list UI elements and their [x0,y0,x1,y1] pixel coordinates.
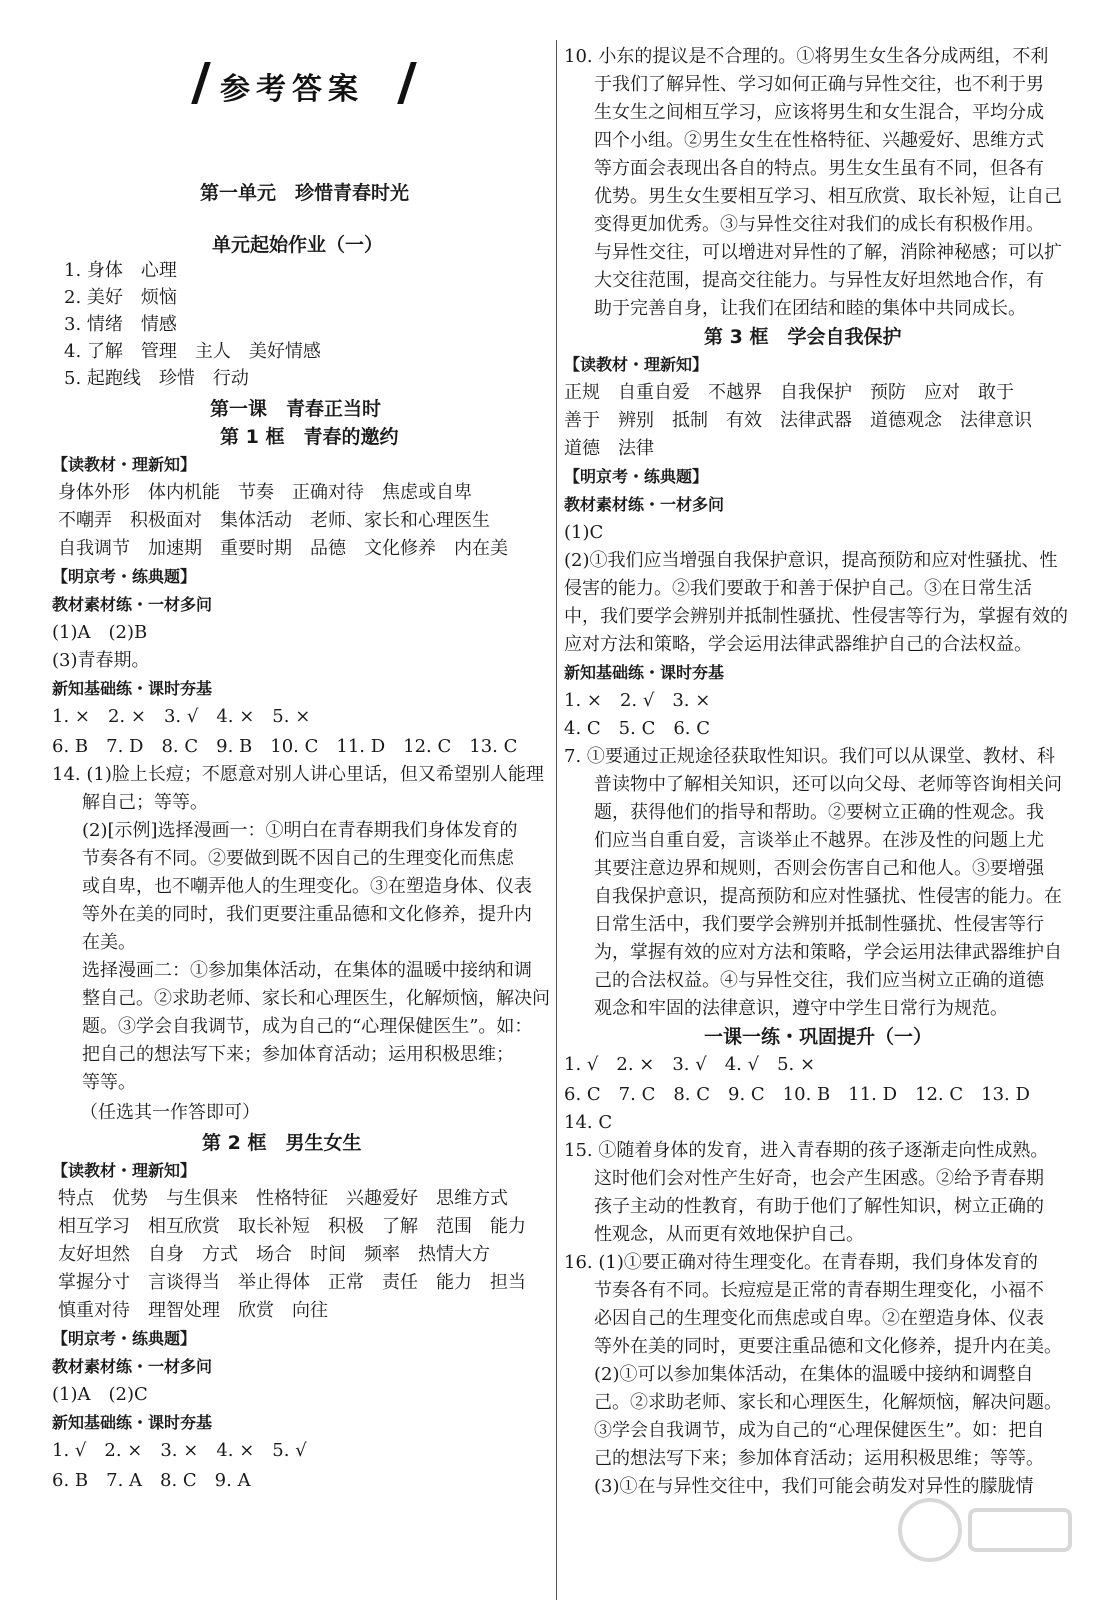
subsection-heading: 新知基础练・课时夯基 [52,1413,213,1432]
subsection-heading: 新知基础练・课时夯基 [52,679,213,698]
answer-line: 4. 了解 管理 主人 美好情感 [64,341,321,362]
answer-line: 身体外形 体内机能 节奏 正确对待 焦虑或自卑 [58,482,472,503]
section-tag: 【明京考・练典题】 [564,467,709,486]
answer-line: 1. √ 2. × 3. √ 4. √ 5. × [564,1054,816,1075]
section-tag: 【明京考・练典题】 [52,1329,197,1348]
answer-line: 优势。男生女生要相互学习、相互欣赏、取长补短，让自己 [594,186,1062,207]
subsection-heading: 教材素材练・一材多问 [564,495,725,514]
subsection-heading: 新知基础练・课时夯基 [564,663,725,682]
answer-line: 为，掌握有效的应对方法和策略，学会运用法律武器维护自 [594,942,1062,963]
answer-line: 1. 身体 心理 [64,260,177,281]
answer-line: 于我们了解异性、学习如何正确与异性交往，也不利于男 [594,74,1044,95]
answer-line: 6. B 7. D 8. C 9. B 10. C 11. D 12. C 13. C [52,736,518,757]
answer-line: 助于完善自身，让我们在团结和睦的集体中共同成长。 [594,298,1026,319]
answer-line: 性观念，从而更有效地保护自己。 [594,1224,864,1245]
answer-line: 1. √ 2. × 3. × 4. × 5. √ [52,1440,307,1461]
section-heading: 第一课 青春正当时 [210,398,382,420]
answer-line: 其要注意边界和规则，否则会伤害自己和他人。③要增强 [594,858,1044,879]
answer-line: 友好坦然 自身 方式 场合 时间 频率 热情大方 [58,1244,490,1265]
answer-line: 道德 法律 [564,438,654,459]
section-heading: 单元起始作业（一） [212,234,384,256]
answer-line: 生女生之间相互学习，应该将男生和女生混合，平均分成 [594,102,1044,123]
title-slash-right [397,62,417,104]
answer-line: 普读物中了解相关知识，还可以向父母、老师等咨询相关问 [594,774,1062,795]
section-tag: 【读教材・理新知】 [52,455,197,474]
answer-line: 己。②求助老师、家长和心理医生，化解烦恼，解决问题。 [594,1392,1062,1413]
section-heading: 第 2 框 男生女生 [202,1132,362,1154]
answer-line: 自我保护意识，提高预防和应对性骚扰、性侵害的能力。在 [594,886,1062,907]
answer-line: 必因自己的生理变化而焦虑或自卑。②在塑造身体、仪表 [594,1308,1044,1329]
section-tag: 【读教材・理新知】 [564,355,709,374]
answer-line: (2)[示例]选择漫画一：①明白在青春期我们身体发育的 [82,820,518,841]
answer-line: 自我调节 加速期 重要时期 品德 文化修养 内在美 [58,538,508,559]
answer-line: 慎重对待 理智处理 欣赏 向往 [58,1300,328,1321]
section-heading: 第 1 框 青春的邀约 [220,426,399,448]
answer-line: (3)青春期。 [52,650,150,671]
answer-line: 节奏各有不同。长痘痘是正常的青春期生理变化，小福不 [594,1280,1044,1301]
subsection-heading: 教材素材练・一材多问 [52,595,213,614]
answer-line: 解自己；等等。 [82,792,208,813]
answer-line: 等外在美的同时，我们更要注重品德和文化修养，提升内 [82,904,532,925]
answer-line: 15. ①随着身体的发育，进入青春期的孩子逐渐走向性成熟。 [564,1140,1049,1161]
answer-line: 特点 优势 与生俱来 性格特征 兴趣爱好 思维方式 [58,1188,508,1209]
answer-line: （任选其一作答即可） [80,1102,260,1123]
answer-line: 观念和牢固的法律意识，遵守中学生日常行为规范。 [594,998,1008,1019]
answer-line: 5. 起跑线 珍惜 行动 [64,368,249,389]
page-title [198,58,418,108]
answer-line: 与异性交往，可以增进对异性的了解，消除神秘感；可以扩 [594,242,1062,263]
answer-line: 14. (1)脸上长痘；不愿意对别人讲心里话，但又希望别人能理 [52,764,544,785]
answer-line: 大交往范围，提高交往能力。与异性友好坦然地合作，有 [594,270,1044,291]
answer-line: (3)①在与异性交往中，我们可能会萌发对异性的朦胧情 [594,1476,1034,1497]
answer-line: 等外在美的同时，更要注重品德和文化修养，提升内在美。 [594,1336,1062,1357]
answer-line: 10. 小东的提议是不合理的。①将男生女生各分成两组，不利 [564,46,1049,67]
answer-line: 们应当自重自爱，言谈举止不越界。在涉及性的问题上尤 [594,830,1044,851]
section-heading: 第 3 框 学会自我保护 [704,326,902,348]
answer-line: 2. 美好 烦恼 [64,287,177,308]
section-heading: 一课一练・巩固提升（一） [704,1026,933,1048]
answer-line: 7. ①要通过正规途径获取性知识。我们可以从课堂、教材、科 [564,746,1055,767]
answer-line: 4. C 5. C 6. C [564,718,711,739]
title-slash-left [191,62,211,104]
answer-line: 3. 情绪 情感 [64,314,177,335]
answer-line: 不嘲弄 积极面对 集体活动 老师、家长和心理医生 [58,510,490,531]
answer-line: (1)C [564,522,604,543]
answer-line: 等方面会表现出各自的特点。男生女生虽有不同，但各有 [594,158,1044,179]
section-tag: 【明京考・练典题】 [52,567,197,586]
answer-line: 6. C 7. C 8. C 9. C 10. B 11. D 12. C 13. D [564,1084,1030,1105]
answer-line: 应对方法和策略，学会运用法律武器维护自己的合法权益。 [564,634,1032,655]
watermark-logo [890,1490,1090,1590]
answer-line: 整自己。②求助老师、家长和心理医生，化解烦恼，解决问 [82,988,550,1009]
answer-line: ③学会自我调节，成为自己的“心理保健医生”。如：把自 [594,1420,1045,1441]
answer-line: 这时他们会对性产生好奇，也会产生困惑。②给予青春期 [594,1168,1044,1189]
answer-line: 己的想法写下来；参加体育活动；运用积极思维；等等。 [594,1448,1044,1469]
answer-line: (2)①可以参加集体活动，在集体的温暖中接纳和调整自 [594,1364,1034,1385]
answer-line: 6. B 7. A 8. C 9. A [52,1470,251,1491]
answer-line: 题，获得他们的指导和帮助。②要树立正确的性观念。我 [594,802,1044,823]
answer-line: (2)①我们应当增强自我保护意识，提高预防和应对性骚扰、性 [564,550,1058,571]
answer-line: 相互学习 相互欣赏 取长补短 积极 了解 范围 能力 [58,1216,526,1237]
answer-line: (1)A (2)B [52,622,148,643]
answer-line: 掌握分寸 言谈得当 举止得体 正常 责任 能力 担当 [58,1272,526,1293]
answer-line: 1. × 2. × 3. √ 4. × 5. × [52,706,311,727]
answer-line: 善于 辨别 抵制 有效 法律武器 道德观念 法律意识 [564,410,1032,431]
answer-line: 节奏各有不同。②要做到既不因自己的生理变化而焦虑 [82,848,514,869]
page-title-text: 参考答案 [220,72,364,107]
answer-line: (1)A (2)C [52,1384,148,1405]
answer-line: 在美。 [82,932,136,953]
answer-line: 1. × 2. √ 3. × [564,690,711,711]
answer-line: 己的合法权益。④与异性交往，我们应当树立正确的道德 [594,970,1044,991]
answer-line: 中，我们要学会辨别并抵制性骚扰、性侵害等行为，掌握有效的 [564,606,1068,627]
answer-line: 等等。 [82,1072,136,1093]
answer-line: 题。③学会自我调节，成为自己的“心理保健医生”。如： [82,1016,533,1037]
column-divider [556,40,557,1600]
answer-line: 四个小组。②男生女生在性格特征、兴趣爱好、思维方式 [594,130,1044,151]
answer-line: 日常生活中，我们要学会辨别并抵制性骚扰、性侵害等行 [594,914,1044,935]
answer-line: 把自己的想法写下来；参加体育活动；运用积极思维； [82,1044,514,1065]
answer-line: 孩子主动的性教育，有助于他们了解性知识，树立正确的 [594,1196,1044,1217]
answer-line: 变得更加优秀。③与异性交往对我们的成长有积极作用。 [594,214,1044,235]
section-heading: 第一单元 珍惜青春时光 [200,182,410,204]
answer-line: 16. (1)①要正确对待生理变化。在青春期，我们身体发育的 [564,1252,1038,1273]
subsection-heading: 教材素材练・一材多问 [52,1357,213,1376]
answer-line: 或自卑，也不嘲弄他人的生理变化。③在塑造身体、仪表 [82,876,532,897]
answer-line: 正规 自重自爱 不越界 自我保护 预防 应对 敢于 [564,382,1014,403]
answer-line: 侵害的能力。②我们要敢于和善于保护自己。③在日常生活 [564,578,1032,599]
answer-line: 选择漫画二：①参加集体活动，在集体的温暖中接纳和调 [82,960,532,981]
section-tag: 【读教材・理新知】 [52,1161,197,1180]
answer-line: 14. C [564,1112,613,1133]
